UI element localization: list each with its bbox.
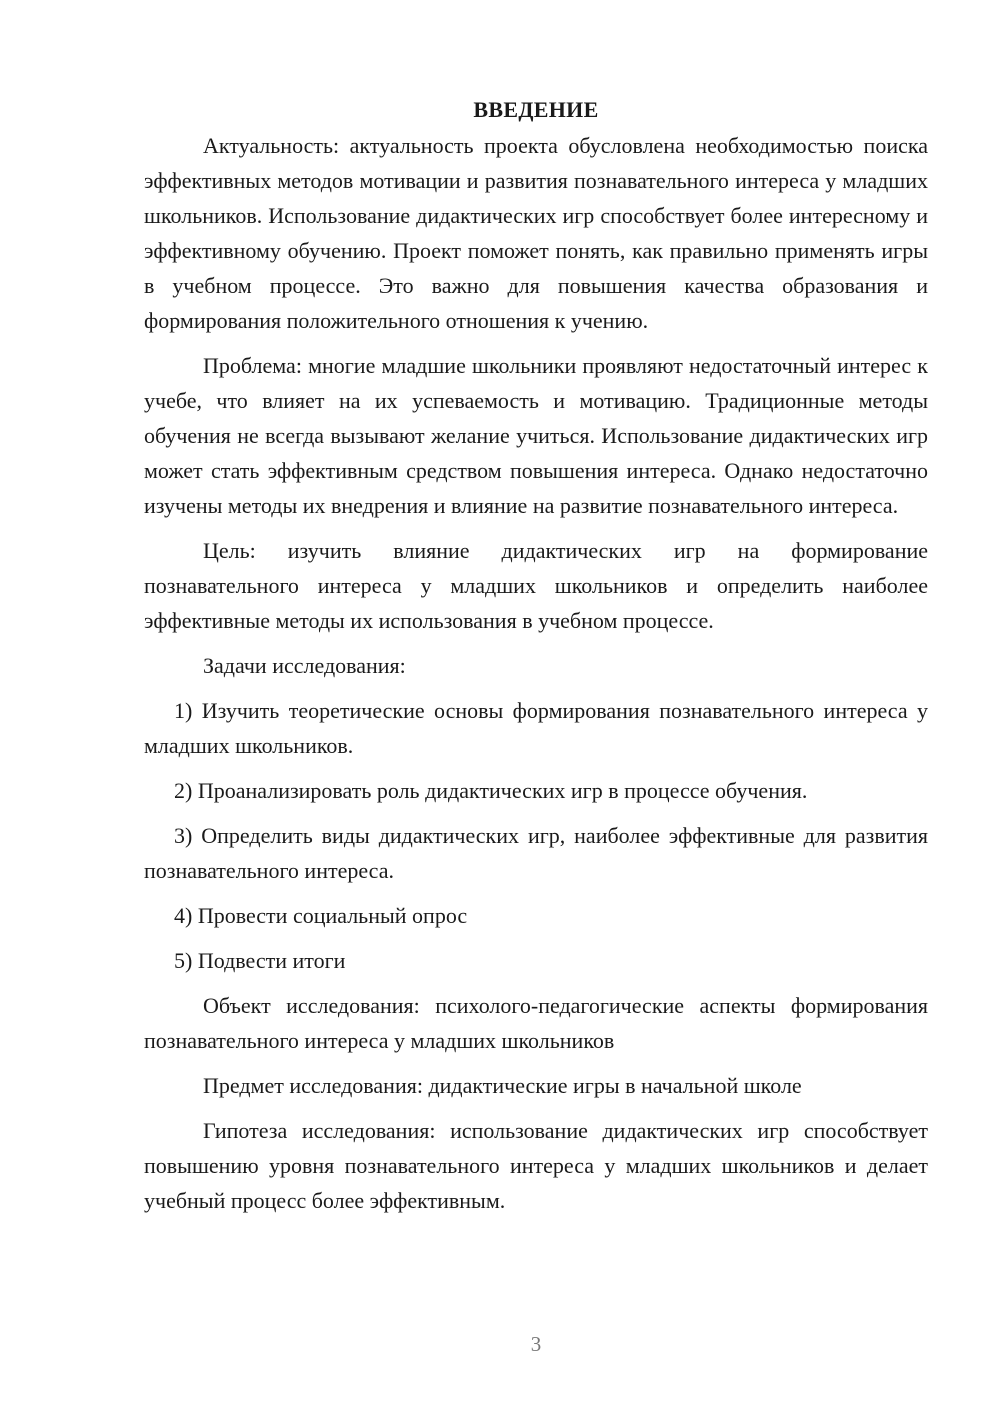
task-item-3: 3) Определить виды дидактических игр, наиболее эффективные для развития познавательного интереса. <box>144 823 928 883</box>
task-item-2: 2) Проанализировать роль дидактических игр в процессе обучения. <box>174 778 808 803</box>
page-number: 3 <box>530 1332 542 1356</box>
paragraph-relevance: Актуальность: актуальность проекта обусловлена необходимостью поиска эффективных методов мотивации и развития познавательного интереса у младших школьников. Использование дидактических игр способствует более интересному и эффективному обучению. Проект поможет понять, как правильно применять игры в учебном процессе. Это важно для повышения качества образования и формирования положительного отношения к учению. <box>144 133 928 333</box>
paragraph-subject: Предмет исследования: дидактические игры в начальной школе <box>203 1073 802 1098</box>
task-item-4: 4) Провести социальный опрос <box>174 903 468 928</box>
tasks-heading: Задачи исследования: <box>203 653 406 678</box>
paragraph-hypothesis: Гипотеза исследования: использование дидактических игр способствует повышению уровня познавательного интереса у младших школьников и делает учебный процесс более эффективным. <box>144 1118 928 1213</box>
section-title: ВВЕДЕНИЕ <box>473 97 599 122</box>
paragraph-object: Объект исследования: психолого-педагогические аспекты формирования познавательного интереса у младших школьников <box>144 993 928 1053</box>
task-item-5: 5) Подвести итоги <box>174 948 346 973</box>
document-page <box>144 92 928 1228</box>
paragraph-problem: Проблема: многие младшие школьники проявляют недостаточный интерес к учебе, что влияет на их успеваемость и мотивацию. Традиционные методы обучения не всегда вызывают желание учиться. Использование дидактических игр может стать эффективным средством повышения интереса. Однако недостаточно изучены методы их внедрения и влияние на развитие познавательного интереса. <box>144 353 928 518</box>
task-item-1: 1) Изучить теоретические основы формирования познавательного интереса у младших школьников. <box>144 698 928 758</box>
paragraph-goal: Цель: изучить влияние дидактических игр на формирование познавательного интереса у младших школьников и определить наиболее эффективные методы их использования в учебном процессе. <box>144 538 928 633</box>
